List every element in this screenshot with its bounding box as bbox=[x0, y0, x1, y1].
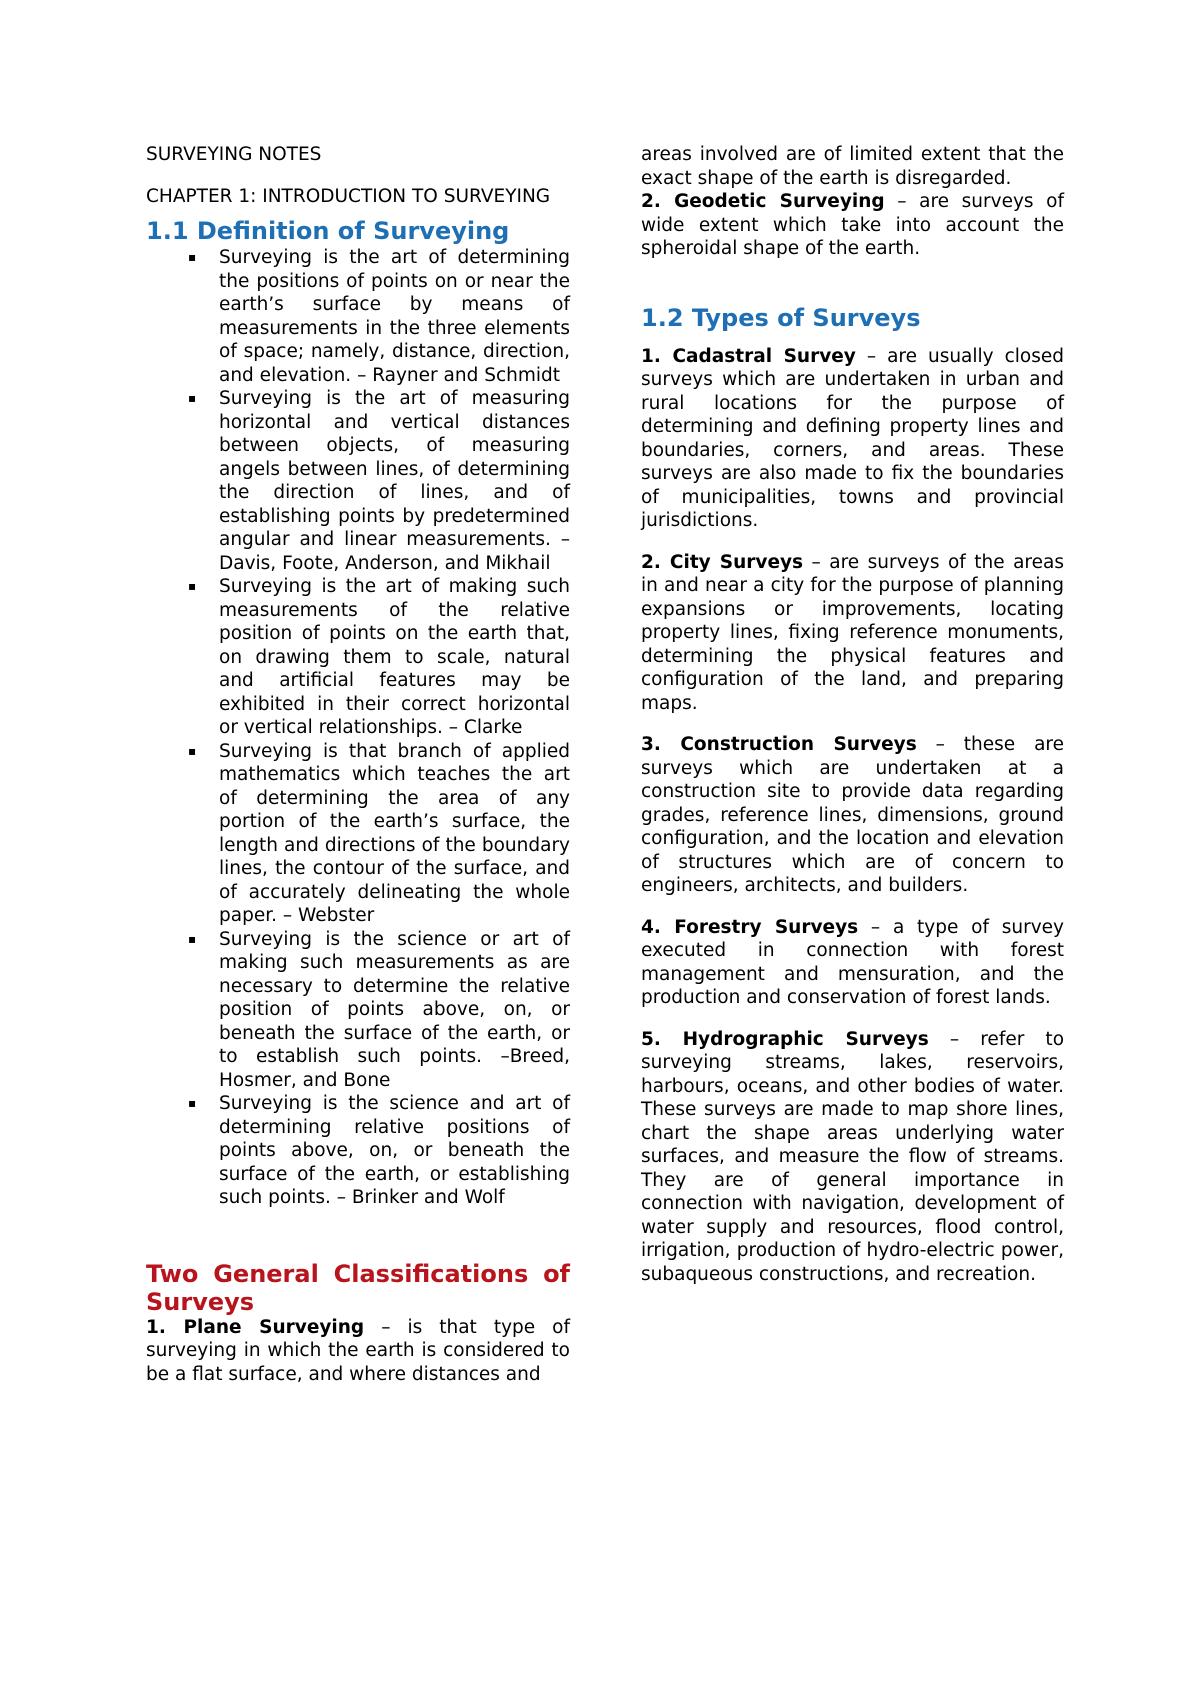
geodetic-surveying-term: 2. Geodetic Surveying bbox=[641, 191, 885, 212]
list-item bbox=[146, 575, 570, 740]
document-title: SURVEYING NOTES bbox=[146, 144, 322, 165]
list-item bbox=[146, 740, 570, 928]
section-heading-definition: 1.1 Definition of Surveying bbox=[146, 217, 510, 245]
definition-text: Surveying is the art of measuring horizontal and vertical distances between objects, of measuring angels between lines, of determining the direction of lines, and of establishing points by predetermined angular and linear measurements. – Davis, Foote, Anderson, and Mikhail bbox=[219, 388, 570, 574]
survey-type-term: 4. Forestry Surveys bbox=[641, 916, 859, 938]
plane-surveying-continued: areas involved are of limited extent that the exact shape of the earth is disregarded. bbox=[641, 144, 1064, 189]
definition-text: Surveying is that branch of applied mathematics which teaches the art of determining the area of any portion of the earth’s surface, the length and directions of the boundary lines, the contour of the surface, and of accurately delineating the whole paper. – Webster bbox=[219, 740, 570, 926]
survey-type-text: – are surveys of the areas in and near a city for the purpose of planning expansions or improvements, locating property lines, fixing reference monuments, determining the physical features and configuration of the land, and preparing maps. bbox=[641, 551, 1064, 714]
definition-text: Surveying is the science or art of making such measurements as are necessary to determine the relative position of points above, on, or beneath the surface of the earth, or to establish such points. –Breed, Hosmer, and Bone bbox=[219, 928, 570, 1091]
list-item bbox=[641, 1028, 1064, 1287]
plane-surveying-term: 1. Plane Surveying bbox=[146, 1316, 365, 1338]
square-bullet-icon: ▪ bbox=[188, 931, 197, 946]
survey-types-list bbox=[641, 345, 1064, 1287]
survey-type-text: – a type of survey executed in connection with forest management and mensuration, and the production and conservation of forest lands. bbox=[641, 916, 1064, 1008]
list-item bbox=[146, 928, 570, 1093]
square-bullet-icon: ▪ bbox=[188, 743, 197, 758]
section-heading-classifications: Two General Classifications of Surveys bbox=[146, 1259, 570, 1316]
survey-type-term: 2. City Surveys bbox=[641, 551, 804, 573]
square-bullet-icon: ▪ bbox=[188, 391, 197, 405]
definition-list bbox=[146, 246, 570, 1210]
left-column bbox=[146, 143, 570, 1386]
plane-surveying-text: – is that type of surveying in which the earth is considered to be a flat surface, and where distances and bbox=[146, 1316, 570, 1385]
survey-type-term: 1. Cadastral Survey bbox=[641, 345, 856, 367]
chapter-title: CHAPTER 1: INTRODUCTION TO SURVEYING bbox=[146, 185, 551, 207]
survey-type-text: – refer to surveying streams, lakes, reservoirs, harbours, oceans, and other bodies of water. These surveys are made to map shore lines, chart the shape areas underlying water surfaces, and measure the flow of streams. They are of general importance in connection with navigation, development of water supply and resources, flood control, irrigation, production of hydro-electric power, subaqueous constructions, and recreation. bbox=[641, 1028, 1065, 1285]
list-item bbox=[641, 733, 1064, 898]
list-item bbox=[641, 345, 1064, 533]
section-heading-types: 1.2 Types of Surveys bbox=[641, 303, 921, 332]
list-item bbox=[146, 246, 570, 387]
plane-surveying-paragraph bbox=[146, 1316, 570, 1387]
list-item bbox=[641, 551, 1064, 716]
square-bullet-icon: ▪ bbox=[188, 1096, 197, 1110]
list-item bbox=[146, 387, 570, 575]
list-item bbox=[146, 1092, 570, 1210]
survey-type-term: 5. Hydrographic Surveys bbox=[641, 1028, 929, 1050]
right-column bbox=[641, 143, 1064, 1304]
definition-text: Surveying is the art of making such measurements of the relative position of points on the earth that, on drawing them to scale, natural and artificial features may be exhibited in their correct horizontal or vertical relationships. – Clarke bbox=[219, 576, 570, 738]
survey-type-text: – these are surveys which are undertaken at a construction site to provide data regarding grades, reference lines, dimensions, ground configuration, and the location and elevation of structures which are of concern to engineers, architects, and builders. bbox=[641, 734, 1064, 896]
geodetic-surveying-paragraph bbox=[641, 190, 1064, 261]
definition-text: Surveying is the art of determining the positions of points on or near the earth’s surface by means of measurements in the three elements of space; namely, distance, direction, and elevation. – Rayner and Schmidt bbox=[219, 247, 570, 386]
survey-type-term: 3. Construction Surveys bbox=[641, 734, 917, 755]
square-bullet-icon: ▪ bbox=[188, 250, 197, 264]
definition-text: Surveying is the science and art of determining relative positions of points above, on, or beneath the surface of the earth, or establishing such points. – Brinker and Wolf bbox=[219, 1093, 570, 1208]
geodetic-surveying-text: – are surveys of wide extent which take into account the spheroidal shape of the earth. bbox=[641, 191, 1064, 259]
survey-type-text: – are usually closed surveys which are undertaken in urban and rural locations for the purpose of determining and defining property lines and boundaries, corners, and areas. These surveys are also made to fix the boundaries of municipalities, towns and provincial jurisdictions. bbox=[641, 345, 1064, 531]
list-item bbox=[641, 916, 1064, 1010]
square-bullet-icon: ▪ bbox=[188, 579, 197, 593]
